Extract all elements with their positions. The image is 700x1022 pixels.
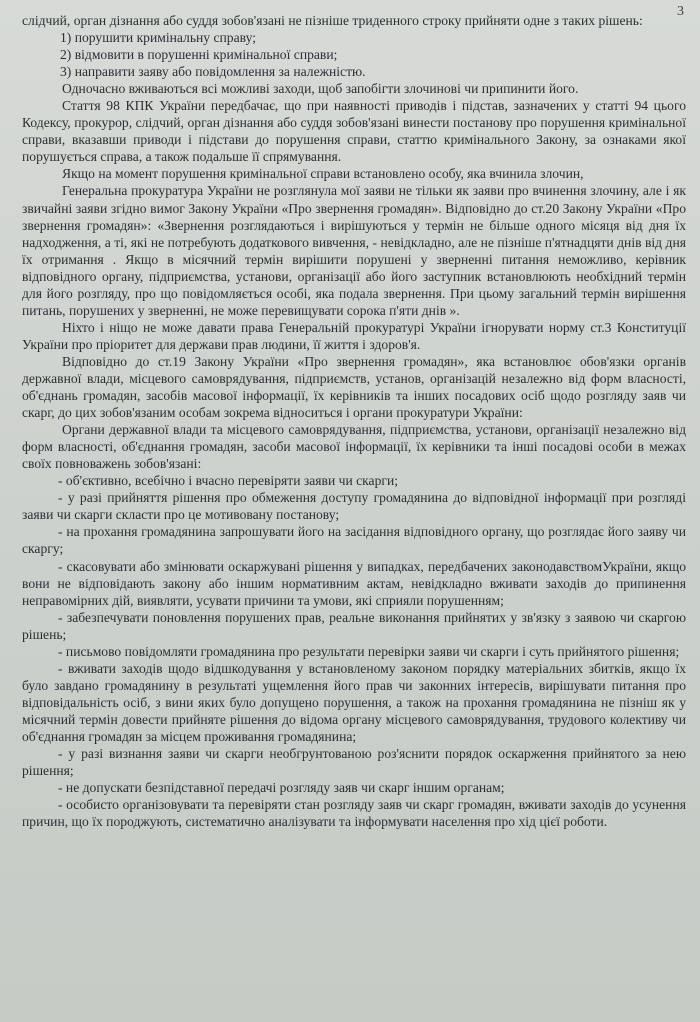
paragraph: Генеральна прокуратура України не розглянула мої заяви не тільки як заяви про вчинення злочину, але і як звичайні заяви згідно вимог Закону України «Про звернення громадян». Відповідно до ст.20 Закону України «Про звернення громадян»: «Звернення розглядаються і вирішуються у термін не більше одного місяця від дня їх надходження, а ті, які не потребують додаткового вивчення, - невідкладно, але не пізніше п'ятнадцяти днів від дня їх отримання . Якщо в місячний термін вирішити порушені у зверненні питання неможливо, керівник відповідного органу, підприємства, установи, організації або його заступник встановлюють необхідний термін для його розгляду, про що повідомляється особі, яка подала звернення. При цьому загальний термін вирішення питань, порушених у зверненні, не може перевищувати сорока п'яти днів ». <box>22 183 686 318</box>
dash-list-item: - вживати заходів щодо відшкодування у встановленому законом порядку матеріальних збитків, якщо їх було завдано громадянину в результаті ущемлення його прав чи законних інтересів, вирішувати питання про відповідальність осіб, з вини яких було допущено порушення, а також на прохання громадянина не пізніш як у місячний термін довести прийняте рішення до відома органу місцевого самоврядування, трудового колективу чи об'єднання громадян за місцем проживання громадянина; <box>22 660 686 744</box>
dash-list-item: - особисто організовувати та перевіряти стан розгляду заяв чи скарг громадян, вживати заходів до усунення причин, що їх породжують, систематично аналізувати та інформувати населення про хід цієї роботи. <box>22 797 686 830</box>
paragraph: Ніхто і ніщо не може давати права Генеральній прокуратурі України ігнорувати норму ст.3 Конституції України про пріоритет для держави прав людини, її життя і здоров'я. <box>22 319 686 352</box>
list-item: 3) направити заяву або повідомлення за належністю. <box>60 64 366 80</box>
list-item: 2) відмовити в порушенні кримінальної справи; <box>60 47 338 63</box>
paragraph: Якщо на момент порушення кримінальної справи встановлено особу, яка вчинила злочин, <box>62 166 584 182</box>
paragraph: слідчий, орган дізнання або суддя зобов'язані не пізніше триденного строку прийняти одне з таких рішень: <box>22 13 643 28</box>
dash-list-item: - скасовувати або змінювати оскаржувані рішення у випадках, передбачених законодавствомУкраїни, якщо вони не відповідають закону або іншим нормативним актам, невідкладно вживати заходів до припинення неправомірних дій, виявляти, усувати причини та умови, які сприяли порушенням; <box>22 558 686 608</box>
document-body <box>22 12 686 830</box>
dash-list-item: - у разі визнання заяви чи скарги необгрунтованою роз'яснити порядок оскарження прийнятого за нею рішення; <box>22 746 686 779</box>
list-item: 1) порушити кримінальну справу; <box>60 30 256 46</box>
dash-list-item: - об'єктивно, всебічно і вчасно перевіряти заяви чи скарги; <box>58 473 399 489</box>
paragraph: Відповідно до ст.19 Закону України «Про звернення громадян», яка встановлює обов'язки органів державної влади, місцевого самоврядування, підприємств, установ, організацій незалежно від форм власності, об'єднань громадян, засобів масової інформації, їх керівників та інших посадових осіб щодо розгляду заяв чи скарг, до цих зобов'язаним особам зокрема відноситься і органи прокуратури України: <box>22 353 686 421</box>
dash-list-item: - на прохання громадянина запрошувати його на засідання відповідного органу, що розглядає його заяву чи скаргу; <box>22 524 686 557</box>
dash-list-item: - у разі прийняття рішення про обмеження доступу громадянина до відповідної інформації при розгляді заяви чи скарги скласти про це мотивовану постанову; <box>22 490 686 523</box>
dash-list-item: - не допускати безпідставної передачі розгляду заяв чи скарг іншим органам; <box>58 780 505 796</box>
dash-list-item: - забезпечувати поновлення порушених прав, реальне виконання прийнятих у зв'язку з заявою чи скаргою рішень; <box>22 609 686 642</box>
paragraph: Одночасно вживаються всі можливі заходи, щоб запобігти злочинові чи припинити його. <box>62 81 579 97</box>
paragraph: Стаття 98 КПК України передбачає, що при наявності приводів і підстав, зазначених у статті 94 цього Кодексу, прокурор, слідчий, орган дізнання або суддя зобов'язані винести постанову про порушення кримінальної справи, вказавши приводи і підстави до порушення справи, статтю кримінального Закону, за ознаками якої порушується справа, а також подальше її спрямування. <box>22 98 686 165</box>
paragraph: Органи державної влади та місцевого самоврядування, підприємства, установи, організації незалежно від форм власності, об'єднання громадян, засоби масової інформації, їх керівники та інші посадові особи в межах своїх повноважень зобов'язані: <box>22 422 686 472</box>
dash-list-item: - письмово повідомляти громадянина про результати перевірки заяви чи скарги і суть прийнятого рішення; <box>58 643 680 659</box>
page-number: 3 <box>677 4 684 19</box>
